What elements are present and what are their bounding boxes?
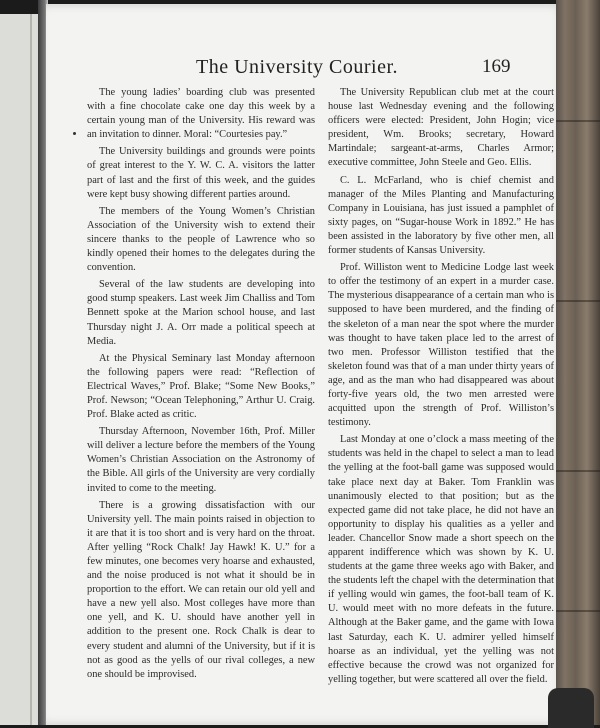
paragraph: The members of the Young Women’s Christian Association of the University wish to extend their sincere thanks to the people of Lawrence who so kindly opened their homes to the delegates during the convention. bbox=[87, 205, 315, 274]
paragraph: Thursday Afternoon, November 16th, Prof. Miller will deliver a lecture before the members of the Young Women’s Christian Association on the Astronomy of the Bible. All girls of the University are very cordially invited to come to the meeting. bbox=[87, 426, 315, 494]
paragraph: At the Physical Seminary last Monday afternoon the following papers were read: “Reflection of Electrical Waves,” Prof. Blake; “Some New Books,” Prof. Newson; “Ocean Telephoning,” Arthur U. Craig. Prof. Blake acted as critic. bbox=[87, 352, 315, 421]
page-header bbox=[46, 54, 566, 84]
book-spine bbox=[556, 0, 600, 725]
facing-page-edge bbox=[0, 14, 41, 725]
page-number: 169 bbox=[482, 56, 511, 77]
paragraph: Last Monday at one o’clock a mass meeting of the students was held in the chapel to select a man to lead the yelling at the foot-ball game was supposed would take place next day at Baker. Tom Franklin was unanimously elected to that position; but as the expected game did not take place, he did not have an opportunity to display his qualities as a yeller and leader. Chancellor Snow made a short speech on the apparent indifference which was shown by K. U. students at the game three weeks ago with Baker, and the students left the chapel with the determination that if yelling would win games, the foot-ball team of K. U. would meet with no more defeats in the future. Although at the Baker game, and the game with Iowa last Saturday, each K. U. admirer yelled himself hoarse as an individual, yet the yelling was not effective because the crowd was not organized for yelling together, but were scattered all over the field. bbox=[328, 434, 554, 685]
paragraph: C. L. McFarland, who is chief chemist and manager of the Miles Planting and Manufacturing Company in Louisiana, has just issued a pamphlet of sixty pages, on “Sugar-house Work in 1892.” He has been assisted in the laboratory by five other men, all former students of Kansas University. bbox=[328, 174, 554, 257]
margin-mark bbox=[73, 132, 76, 135]
page bbox=[46, 4, 566, 725]
page-clip bbox=[548, 688, 594, 728]
paragraph: The University buildings and grounds were points of great interest to the Y. W. C. A. visitors the latter part of last and the first of this week, and the guides were kept busy showing different parties around. bbox=[87, 146, 315, 200]
paragraph: Several of the law students are developing into good stump speakers. Last week Jim Challiss and Tom Bennett spoke at the Marion school house, and last Thursday night J. A. Orr made a political speech at Media. bbox=[87, 279, 315, 347]
right-column bbox=[328, 86, 554, 690]
left-column bbox=[87, 86, 315, 685]
paragraph: Prof. Williston went to Medicine Lodge last week to offer the testimony of an expert in a murder case. The mysterious disappearance of a certain man who is supposed to have been murdered, and the finding of the skeleton of a man near the spot where the murder was thought to have taken place led to the arrest of two men. Professor Williston testified that the skeleton found was that of a man under thirty years of age, and as the man who had disappeared was about forty-five years old, the two men arrested were acquitted upon the strength of Prof. Williston’s testimony. bbox=[328, 262, 554, 429]
paragraph: The University Republican club met at the court house last Wednesday evening and the following officers were elected: President, John Hogin; vice president, Wm. Brooks; secretary, Howard Martindale; sargeant-at-arms, Charles Armor; executive committee, John Steele and Geo. Ellis. bbox=[328, 87, 554, 169]
paragraph: There is a growing dissatisfaction with our University yell. The main points raised in objection to it are that it is too short and is very hard on the throat. After yelling “Rock Chalk! Jay Hawk! K. U.” for a few minutes, one becomes very hoarse and exhausted, and the noise produced is not what it should be in proportion to the effort. We can retain our old yell and have a new yell also. Most colleges have more than one yell, and K. U. should have another yell in addition to the present one. Rock Chalk is dear to every student and alumni of the University, but if it is not as good as the yells of our rival colleges, a new one should be improvised. bbox=[87, 499, 315, 680]
paragraph: The young ladies’ boarding club was presented with a fine chocolate cake one day this week by a certain young man of the University. His reward was an invitation to dinner. Moral: “Courtesies pay.” bbox=[87, 87, 315, 141]
page-title: The University Courier. bbox=[196, 56, 399, 78]
